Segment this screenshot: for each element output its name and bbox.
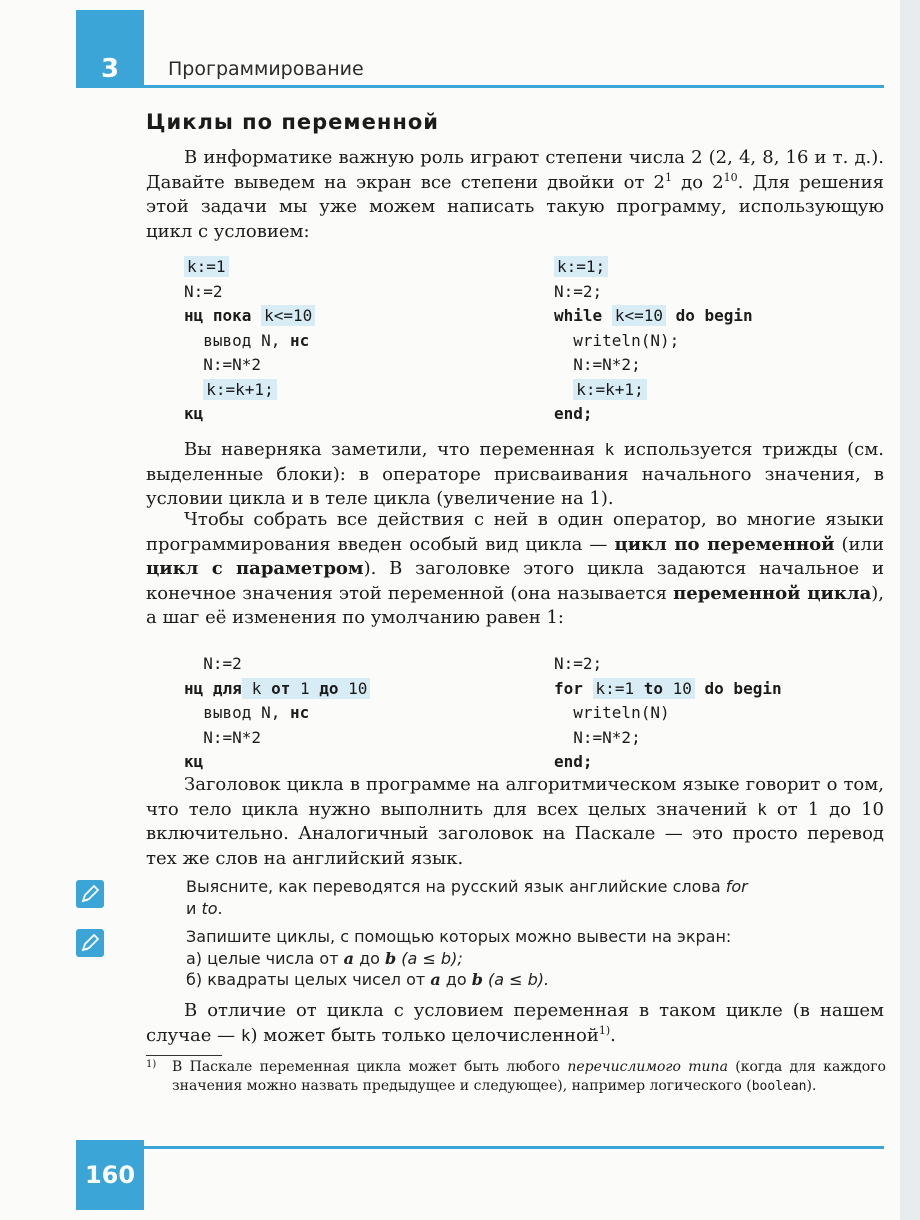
intro-power-base-1: 2 xyxy=(653,171,665,193)
condition: (a ≤ b). xyxy=(482,970,550,989)
intro-power-exp-1: 1 xyxy=(665,170,672,184)
code-value: 1 xyxy=(299,678,310,698)
condition: (a ≤ b); xyxy=(396,948,463,968)
text: ). xyxy=(806,1078,817,1094)
code-line: N:=N*2; xyxy=(573,355,641,374)
paragraph-variable-used-three-times xyxy=(146,438,884,512)
code-line: N:=N*2; xyxy=(573,727,641,747)
code-keyword: to xyxy=(643,678,663,698)
intro-text-mid: до xyxy=(672,171,713,193)
code-keyword: do begin xyxy=(675,306,753,325)
text: В отличие от цикла с условием переменная в таком цикле (в нашем случае — xyxy=(146,1000,884,1046)
text: . xyxy=(610,1024,616,1046)
footnote-rule xyxy=(146,1055,222,1056)
code-keyword: от xyxy=(271,678,291,698)
code-value: 10 xyxy=(348,678,368,698)
var: a xyxy=(430,970,441,989)
page-edge xyxy=(900,0,920,1220)
code-assign: k:=1 xyxy=(595,678,635,698)
page-number: 160 xyxy=(76,1140,144,1210)
footnote-mark: 1) xyxy=(146,1059,157,1070)
text: б) квадраты целых чисел от xyxy=(186,970,431,989)
paragraph-loop-with-parameter xyxy=(146,508,884,631)
code-var: k xyxy=(251,678,262,698)
footnote xyxy=(146,1058,886,1096)
code-keyword: нц для xyxy=(184,678,242,698)
code-line: вывод N, xyxy=(203,330,281,350)
paragraph-integer-variable xyxy=(146,999,884,1048)
term-bold: цикл по переменной xyxy=(614,533,835,555)
code-line: k:=1 xyxy=(184,256,229,277)
text: и xyxy=(186,898,202,918)
code-line: N:=2 xyxy=(203,654,242,673)
code-line: вывод N, xyxy=(203,703,281,722)
text: Заголовок цикла в программе на алгоритмическом языке говорит о том, что тело цикла нужно выполнить для всех целых значений xyxy=(146,774,884,820)
footer-rule xyxy=(144,1146,884,1149)
var: b xyxy=(471,970,483,989)
code-condition: k<=10 xyxy=(261,305,315,326)
inline-code: k xyxy=(757,799,767,819)
intro-text-1: В информатике важную роль играют степени числа 2 (2, 4, 8, 16 и т. д.). Давайте выведем на экран все степени двойки от xyxy=(146,147,884,193)
text: Чтобы собрать все действия с ней в один оператор, во многие языки программирования введен особый вид цикла — xyxy=(146,509,884,555)
code-line: writeln(N) xyxy=(573,703,670,722)
text: до xyxy=(440,970,472,989)
chapter-number: 3 xyxy=(100,54,120,84)
code-line: k:=k+1; xyxy=(573,379,646,400)
intro-text-2: . Для решения этой задачи мы уже можем написать такую программу, использующую цикл с условием: xyxy=(146,171,884,242)
text: (когда для каждого значения можно назвать предыдущее и следующее), например логического ( xyxy=(172,1059,886,1094)
code-line: N:=2; xyxy=(554,654,603,673)
header-rule xyxy=(144,85,884,88)
term-bold: переменной цикла xyxy=(673,582,872,604)
text: до xyxy=(354,948,386,968)
code-line: N:=N*2 xyxy=(203,355,262,374)
code-line: N:=N*2 xyxy=(203,727,262,747)
text: от 1 до 10 включительно. Аналогичный заголовок на Паскале — это просто перевод тех же слов на английский язык. xyxy=(146,798,884,869)
text: ), а шаг её изменения по умолчанию равен 1: xyxy=(146,582,884,628)
text: Выясните, как переводятся на русский язык английские слова xyxy=(186,877,726,896)
code-keyword: нс xyxy=(289,703,310,722)
var: b xyxy=(385,948,397,968)
code-line: N:=2; xyxy=(554,281,603,301)
text: В Паскале переменная цикла может быть любого xyxy=(172,1059,568,1075)
code-line: N:=2 xyxy=(184,281,223,301)
text: . xyxy=(217,898,223,918)
term-italic: перечислимого типа xyxy=(567,1059,728,1075)
intro-power-exp-2: 10 xyxy=(723,170,738,184)
pencil-icon xyxy=(76,929,104,957)
word-italic: to xyxy=(201,898,218,918)
text: ). В заголовке этого цикла задаются начальное и конечное значения этой переменной (она называется xyxy=(146,558,884,604)
code-value: 10 xyxy=(672,678,692,698)
code-keyword: нс xyxy=(289,330,310,350)
intro-paragraph xyxy=(146,146,884,244)
code-line: writeln(N); xyxy=(573,330,680,350)
pencil-icon xyxy=(76,880,104,908)
code-keyword: end; xyxy=(554,404,593,423)
text: ) может быть только целочисленной xyxy=(250,1024,599,1046)
inline-code: k xyxy=(240,1025,251,1045)
code-keyword: end; xyxy=(554,752,593,771)
section-title: Циклы по переменной xyxy=(146,110,439,134)
chapter-number-badge xyxy=(76,10,144,88)
chapter-title: Программирование xyxy=(168,58,364,80)
code-block-2-algo xyxy=(184,652,370,775)
code-keyword: кц xyxy=(184,404,204,423)
code-block-1-algo xyxy=(184,255,315,427)
code-block-1-pascal xyxy=(554,255,753,427)
code-line: k:=k+1; xyxy=(203,379,276,400)
text: используется трижды (см. выделенные блоки): в операторе присваивания начального значения, в условии цикла и в теле цикла (увеличение на 1). xyxy=(146,439,884,509)
code-block-2-pascal xyxy=(554,652,782,775)
code-keyword: кц xyxy=(184,752,204,771)
inline-code: k xyxy=(604,440,615,459)
word-italic: for xyxy=(725,877,748,896)
text: (или xyxy=(834,533,884,555)
text: Вы наверняка заметили, что переменная xyxy=(184,439,605,460)
footnote-ref: 1) xyxy=(598,1023,611,1037)
task-translate-words xyxy=(186,876,886,919)
text: Запишите циклы, с помощью которых можно вывести на экран: xyxy=(186,927,732,946)
inline-code: boolean xyxy=(751,1079,807,1094)
paragraph-loop-header-explained xyxy=(146,773,884,871)
code-keyword: while xyxy=(554,306,603,325)
task-write-loops xyxy=(186,926,886,991)
var: a xyxy=(343,948,354,968)
code-condition: k<=10 xyxy=(612,305,666,326)
term-bold: цикл с параметром xyxy=(146,558,364,579)
intro-power-base-2: 2 xyxy=(712,171,724,193)
code-keyword: нц пока xyxy=(184,306,252,325)
code-keyword: for xyxy=(554,678,583,698)
code-keyword: до xyxy=(319,678,339,698)
code-line: k:=1; xyxy=(554,256,608,277)
code-keyword: do begin xyxy=(704,678,782,698)
text: а) целые числа от xyxy=(186,948,344,968)
